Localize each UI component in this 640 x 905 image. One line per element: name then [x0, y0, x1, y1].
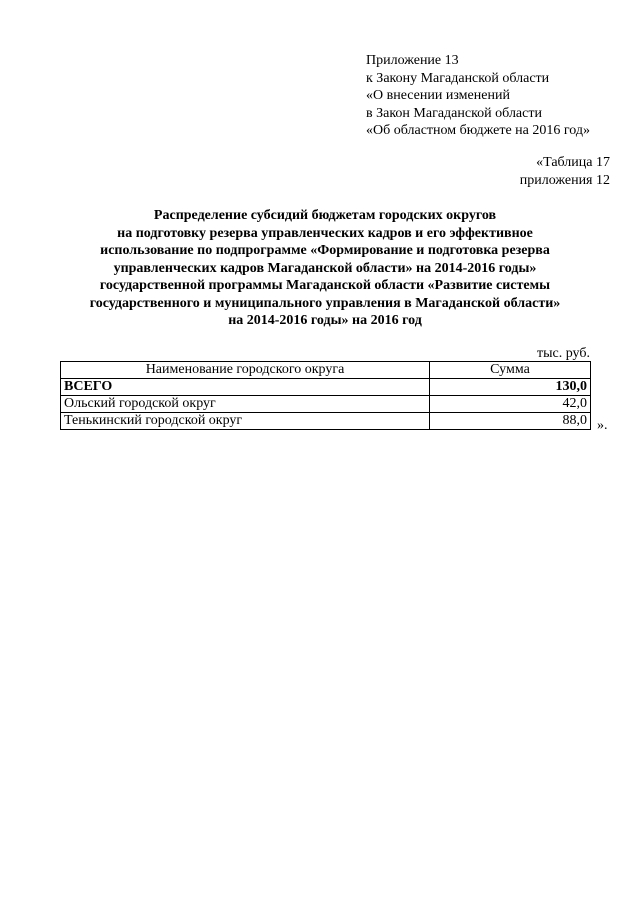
appendix-header — [366, 52, 636, 140]
column-header-sum: Сумма — [430, 362, 591, 379]
title-line: Распределение субсидий бюджетам городских округов — [153, 208, 497, 223]
table-reference — [410, 154, 610, 189]
table-reference-line: «Таблица 17 — [536, 155, 610, 170]
subsidy-table — [60, 361, 591, 430]
title-line: государственной программы Магаданской области «Развитие системы — [99, 278, 551, 293]
appendix-line: в Закон Магаданской области — [366, 105, 542, 121]
table-row — [61, 413, 591, 430]
column-header-name: Наименование городского округа — [61, 362, 430, 379]
district-name: Ольский городской округ — [61, 396, 430, 413]
table-row — [61, 396, 591, 413]
closing-quote: ». — [597, 418, 608, 433]
table-total-row — [61, 379, 591, 396]
appendix-line: к Закону Магаданской области — [366, 70, 550, 86]
title-line: на подготовку резерва управленческих кадров и его эффективное — [117, 225, 533, 241]
table-reference-line: приложения 12 — [519, 172, 610, 188]
units-label: тыс. руб. — [537, 346, 590, 361]
appendix-line: «Об областном бюджете на 2016 год» — [366, 123, 590, 138]
title-line: управленческих кадров Магаданской области» на 2014-2016 годы» — [113, 260, 537, 276]
document-title — [60, 207, 590, 330]
district-name: Тенькинский городской округ — [61, 413, 430, 430]
appendix-line: «О внесении изменений — [366, 88, 510, 103]
title-line: государственного и муниципального управления в Магаданской области» — [89, 295, 561, 311]
district-sum: 42,0 — [430, 396, 591, 413]
total-label: ВСЕГО — [61, 379, 430, 396]
title-line: использование по подпрограмме «Формирование и подготовка резерва — [100, 243, 550, 258]
district-sum: 88,0 — [430, 413, 591, 430]
total-sum: 130,0 — [430, 379, 591, 396]
table-header-row — [61, 362, 591, 379]
appendix-line: Приложение 13 — [366, 53, 459, 68]
title-line: на 2014-2016 годы» на 2016 год — [228, 313, 422, 328]
